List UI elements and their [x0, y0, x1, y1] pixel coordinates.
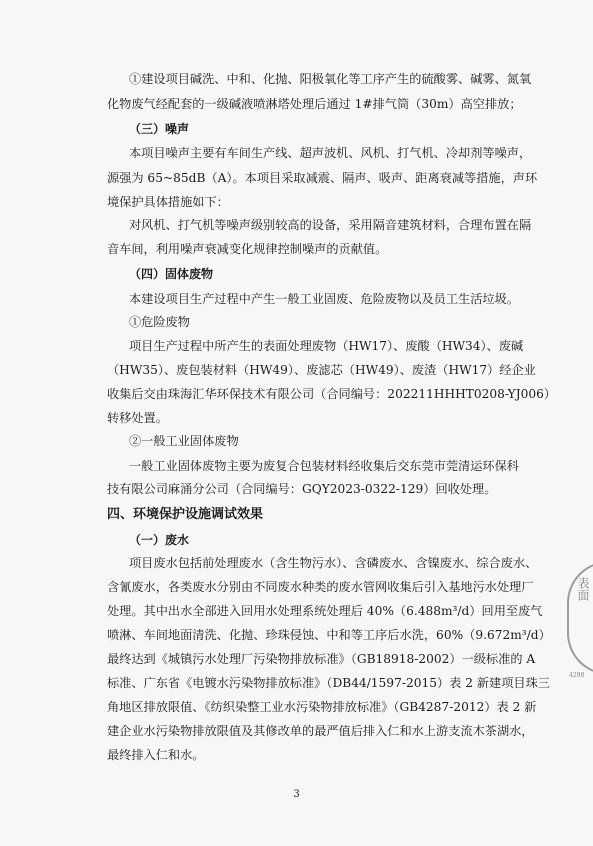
subsection-heading: ①危险废物: [129, 315, 190, 329]
paragraph-line: 项目生产过程中所产生的表面处理废物（HW17）、废酸（HW34）、废碱: [129, 339, 524, 353]
paragraph-line: 境保护具体措施如下：: [107, 195, 229, 209]
paragraph-line: 音车间，利用噪声衰减变化规律控制噪声的贡献值。: [107, 242, 388, 256]
paragraph-line: （HW35）、废包装材料（HW49）、废滤芯（HW49）、废渣（HW17）经企业: [107, 363, 536, 377]
page-number: 3: [293, 789, 300, 800]
paragraph-line: 转移处置。: [107, 411, 168, 425]
paragraph-line: 本建设项目生产过程中产生一般工业固废、危险废物以及员工生活垃圾。: [129, 292, 519, 306]
chapter-heading: 四、环境保护设施调试效果: [107, 507, 264, 522]
paragraph-line: 最终达到《城镇污水处理厂污染物排放标准》（GB18918-2002）一级标准的 A: [107, 652, 536, 666]
paragraph-line: 收集后交由珠海汇华环保技术有限公司（合同编号：202211HHHT0208-YJ006）: [107, 387, 557, 401]
paragraph-line: 标准、广东省《电镀水污染物排放标准》（DB44/1597-2015）表 2 新建项目珠三: [107, 676, 550, 690]
section-heading: （四）固体废物: [129, 267, 214, 281]
paragraph-line: 化物废气经配套的一级碱液喷淋塔处理后通过 1#排气筒（30m）高空排放；: [107, 97, 522, 111]
paragraph-line: 建企业水污染物排放限值及其修改单的最严值后排入仁和水上游支流木茶湖水，: [107, 724, 534, 738]
paragraph-line: 角地区排放限值、《纺织染整工业水污染物排放标准》（GB4287-2012）表 2 新: [107, 700, 537, 714]
paragraph-line: 含氰废水，各类废水分别由不同废水种类的废水管网收集后引入基地污水处理厂: [107, 580, 534, 594]
paragraph-line: 处理。其中出水全部进入回用水处理系统处理后 40%（6.488m³/d）回用至废气: [107, 604, 543, 618]
section-heading: （一）废水: [129, 533, 190, 547]
paragraph-line: 最终排入仁和水。: [107, 748, 205, 762]
paragraph-line: 技有限公司麻涌分公司（合同编号：GQY2023-0322-129）回收处理。: [107, 482, 497, 496]
paragraph-line: 项目废水包括前处理废水（含生物污水）、含磷废水、含镍废水、综合废水、: [129, 556, 538, 570]
paragraph-line: 一般工业固体废物主要为废复合包装材料经收集后交东莞市莞清运环保科: [129, 459, 519, 473]
subsection-heading: ②一般工业固体废物: [129, 434, 239, 448]
section-heading: （三）噪声: [129, 122, 190, 136]
paragraph-line: 对风机、打气机等噪声级别较高的设备，采用隔音建筑材料，合理布置在隔: [129, 218, 532, 232]
seal-stamp-number: 4298: [569, 672, 585, 679]
paragraph-line: 源强为 65~85dB（A）。本项目采取减震、隔声、吸声、距离衰减等措施，声环: [107, 171, 538, 185]
seal-stamp-text: 表面: [576, 577, 590, 601]
paragraph-line: 喷淋、车间地面清洗、化抛、珍珠侵蚀、中和等工序后水洗，60%（9.672m³/d）: [107, 628, 551, 642]
paragraph-line: 本项目噪声主要有车间生产线、超声波机、风机、打气机、冷却剂等噪声，: [129, 146, 532, 160]
paragraph-line: ①建设项目碱洗、中和、化抛、阳极氧化等工序产生的硫酸雾、碱雾、氮氧: [129, 72, 532, 86]
